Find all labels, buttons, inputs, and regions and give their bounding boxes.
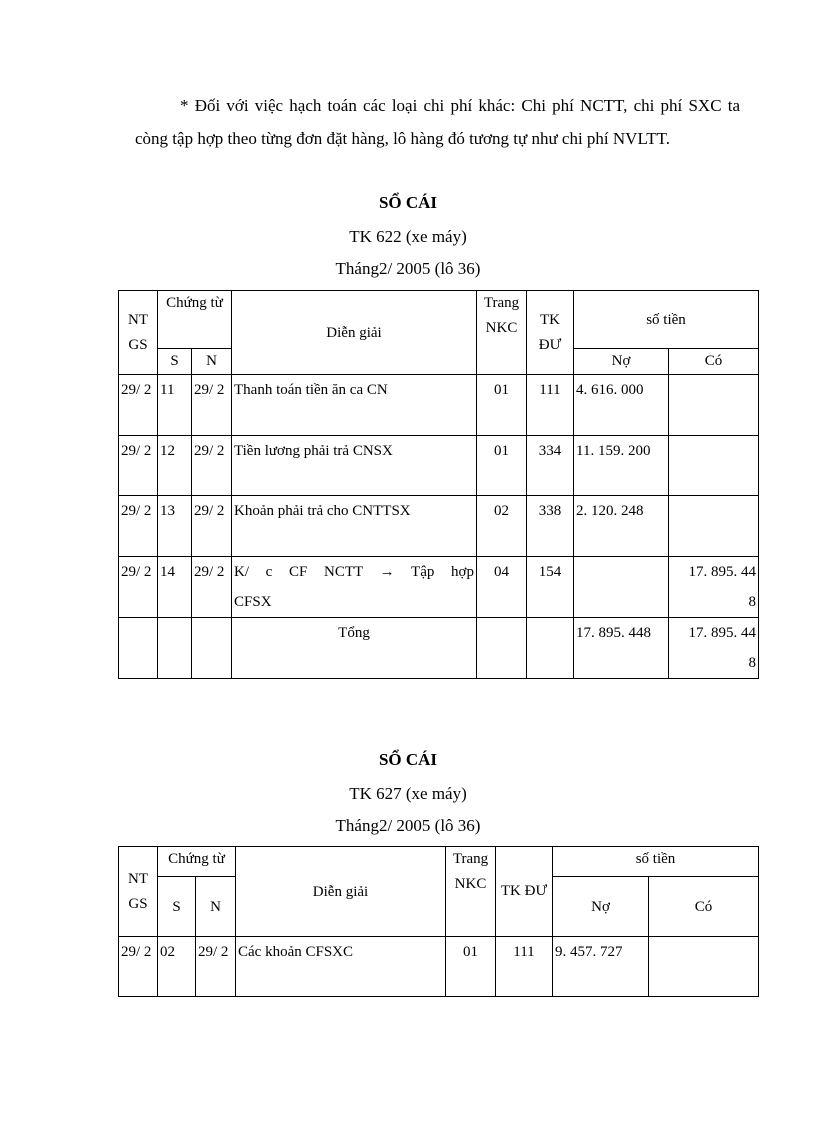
cell-desc: Khoản phải trả cho CNTTSX	[232, 496, 477, 557]
cell-desc: Tiền lương phải trả CNSX	[232, 436, 477, 496]
table-row	[119, 557, 759, 618]
cell-trang: 01	[446, 937, 496, 997]
header-nt-gs: NT GS	[119, 291, 158, 375]
header-co: Có	[649, 877, 759, 937]
total-co: 17. 895. 448	[669, 618, 759, 679]
cell-n: 29/ 2	[196, 937, 236, 997]
header-dien-giai: Diễn giải	[236, 847, 446, 937]
ledger2-title: SỔ CÁI	[378, 750, 438, 769]
header-n: N	[196, 877, 236, 937]
cell-n: 29/ 2	[192, 557, 232, 618]
cell-n: 29/ 2	[192, 436, 232, 496]
header-chung-tu: Chứng từ	[158, 291, 232, 349]
cell-co	[669, 375, 759, 436]
table-row	[119, 496, 759, 557]
cell-co	[649, 937, 759, 997]
header-no: Nợ	[553, 877, 649, 937]
total-label: Tổng	[232, 618, 477, 679]
cell-s: 12	[158, 436, 192, 496]
cell-no: 9. 457. 727	[553, 937, 649, 997]
cell-desc: Các khoản CFSXC	[236, 937, 446, 997]
cell-s: 13	[158, 496, 192, 557]
cell-n: 29/ 2	[192, 496, 232, 557]
cell-tk: 154	[527, 557, 574, 618]
header-n: N	[192, 349, 232, 375]
header-so-tien: số tiền	[574, 291, 759, 349]
total-no: 17. 895. 448	[574, 618, 669, 679]
cell-n: 29/ 2	[192, 375, 232, 436]
table-row	[119, 937, 759, 997]
cell-trang: 02	[477, 496, 527, 557]
table-row	[119, 436, 759, 496]
cell-tk: 338	[527, 496, 574, 557]
header-s: S	[158, 877, 196, 937]
cell-trang: 04	[477, 557, 527, 618]
cell-no: 2. 120. 248	[574, 496, 669, 557]
ledger2-period: Tháng2/ 2005 (lô 36)	[335, 816, 481, 835]
cell-tk: 111	[527, 375, 574, 436]
intro-paragraph	[135, 89, 740, 155]
header-tk-du: TK ĐƯ	[496, 847, 553, 937]
header-tk-du: TK ĐƯ	[527, 291, 574, 375]
cell-co	[669, 496, 759, 557]
cell-desc	[232, 557, 477, 618]
cell-no	[574, 557, 669, 618]
header-co: Có	[669, 349, 759, 375]
header-no: Nợ	[574, 349, 669, 375]
cell-desc: Thanh toán tiền ăn ca CN	[232, 375, 477, 436]
cell-tk: 334	[527, 436, 574, 496]
cell-nt: 29/ 2	[119, 436, 158, 496]
header-trang-nkc: Trang NKC	[477, 291, 527, 375]
cell-trang: 01	[477, 375, 527, 436]
cell-trang: 01	[477, 436, 527, 496]
cell-no: 11. 159. 200	[574, 436, 669, 496]
cell-nt: 29/ 2	[119, 937, 158, 997]
cell-desc-line1: K/ c CF NCTT → Tập hợp	[234, 564, 474, 580]
header-s: S	[158, 349, 192, 375]
cell-no: 4. 616. 000	[574, 375, 669, 436]
total-row	[119, 618, 759, 679]
table-row	[119, 375, 759, 436]
header-dien-giai: Diễn giải	[232, 291, 477, 375]
header-nt-gs: NT GS	[119, 847, 158, 937]
cell-co	[669, 436, 759, 496]
cell-s: 11	[158, 375, 192, 436]
cell-tk: 111	[496, 937, 553, 997]
intro-text: * Đối với việc hạch toán các loại chi phí khác: Chi phí NCTT, chi phí SXC ta còng tập hợp theo từng đơn đặt hàng, lô hàng đó tương tự như chi phí NVLTT.	[135, 96, 740, 148]
cell-nt: 29/ 2	[119, 496, 158, 557]
header-so-tien: số tiền	[553, 847, 759, 877]
header-chung-tu: Chứng từ	[158, 847, 236, 877]
ledger1-title: SỔ CÁI	[378, 193, 438, 212]
ledger2-table	[118, 846, 759, 997]
ledger2-account: TK 627 (xe máy)	[349, 784, 467, 803]
ledger1-account: TK 622 (xe máy)	[349, 227, 467, 246]
ledger1-table	[118, 290, 759, 679]
cell-s: 02	[158, 937, 196, 997]
cell-nt: 29/ 2	[119, 557, 158, 618]
cell-s: 14	[158, 557, 192, 618]
header-trang-nkc: Trang NKC	[446, 847, 496, 937]
cell-desc-line2: CFSX	[234, 594, 272, 610]
ledger1-period: Tháng2/ 2005 (lô 36)	[335, 259, 481, 278]
cell-nt: 29/ 2	[119, 375, 158, 436]
cell-co: 17. 895. 448	[669, 557, 759, 618]
